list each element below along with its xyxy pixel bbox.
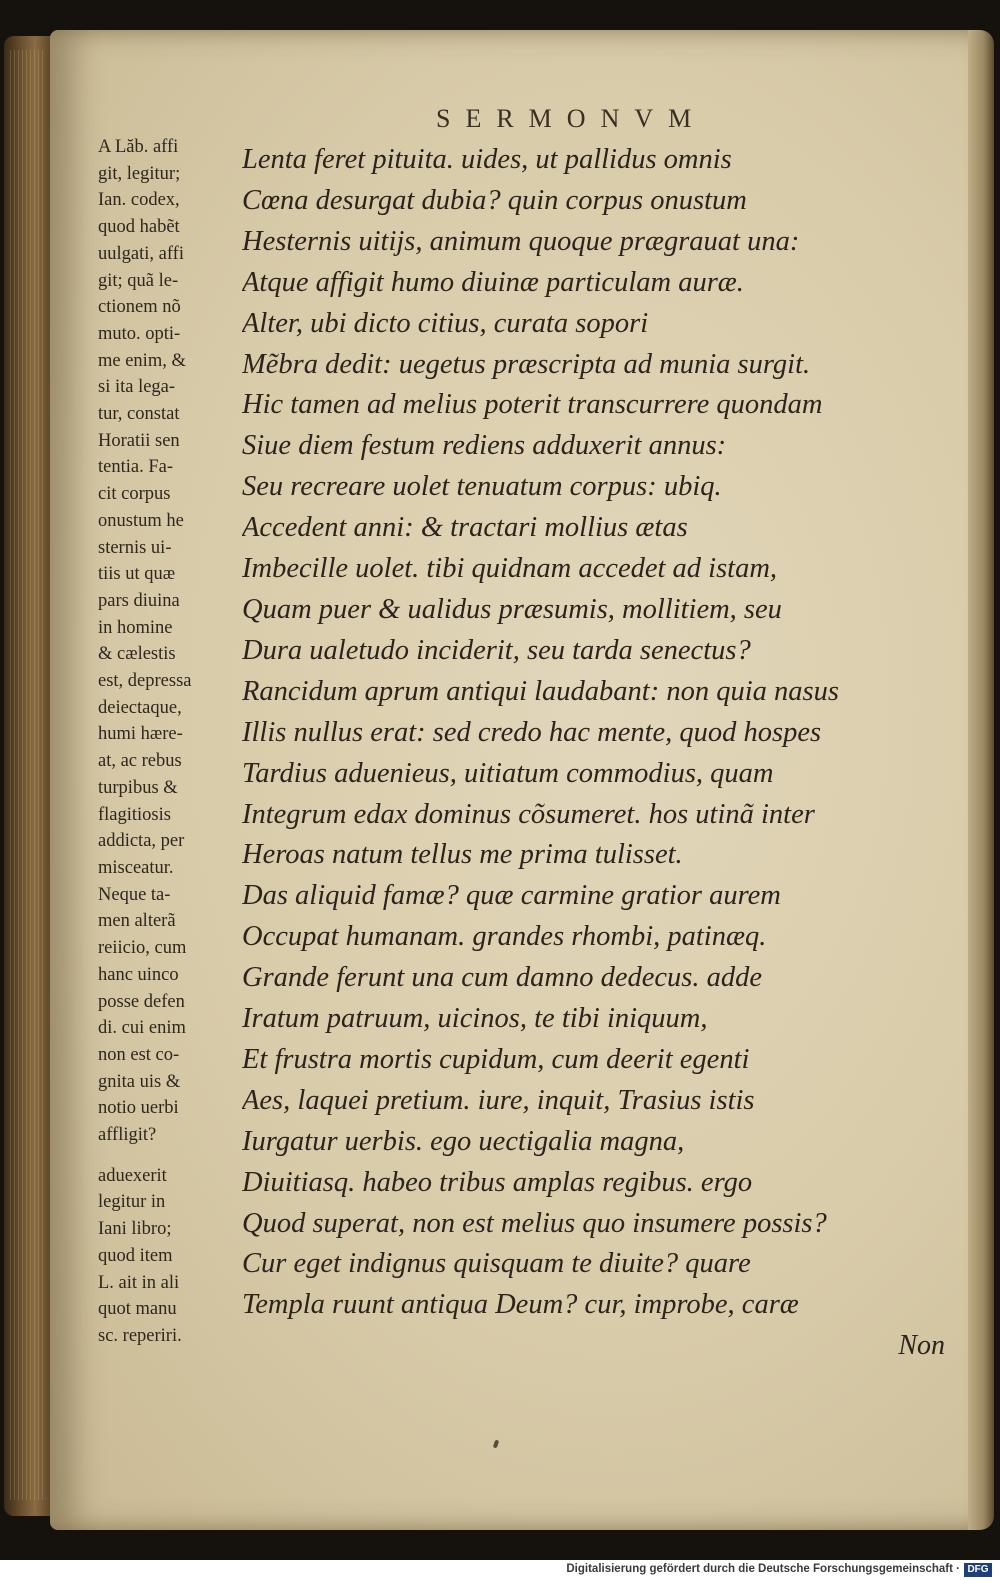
margin-notes xyxy=(98,134,233,1354)
margin-note-line: A Lăb. affi xyxy=(98,137,179,157)
margin-note-line: gnita uis & xyxy=(98,1071,181,1092)
margin-note-line: turpibus & xyxy=(98,777,178,798)
verse-line: Seu recreare uolet tenuatum corpus: ubiq. xyxy=(242,471,722,503)
margin-note-line: di. cui enim xyxy=(98,1018,186,1039)
verse-line: Das aliquid famæ? quæ carmine gratior aurem xyxy=(242,880,781,912)
margin-note-line: L. ait in ali xyxy=(98,1272,180,1293)
verse-line: Accedent anni: & tractari mollius ætas xyxy=(242,512,688,544)
margin-note-line: non est co- xyxy=(98,1044,180,1065)
margin-note-line: addicta, per xyxy=(98,831,185,852)
margin-note-line: Horatii sen xyxy=(98,430,180,451)
verse-line: Cur eget indignus quisquam te diuite? quare xyxy=(242,1248,751,1280)
verse-line: Iratum patruum, uicinos, te tibi iniquum, xyxy=(242,1003,708,1035)
verse-line: Illis nullus erat: sed credo hac mente, quod hospes xyxy=(242,716,822,748)
margin-note-line: Ian. codex, xyxy=(98,190,180,211)
verse-line: Lenta feret pituita. uides, ut pallidus omnis xyxy=(242,144,732,175)
verse-line: Dura ualetudo inciderit, seu tarda senectus? xyxy=(242,634,751,666)
margin-note-line: humi hære- xyxy=(98,724,183,745)
verse-line: Grande ferunt una cum damno dedecus. adde xyxy=(242,962,763,994)
margin-note-line: ctionem nõ xyxy=(98,297,181,318)
margin-note-line: reiicio, cum xyxy=(98,938,187,959)
margin-note-line: git; quã le- xyxy=(98,270,179,291)
verse-line: Occupat humanam. grandes rhombi, patinæq. xyxy=(242,921,767,953)
margin-note-line: quot manu xyxy=(98,1299,177,1320)
page-right-edge xyxy=(968,30,994,1530)
margin-note-line: muto. opti- xyxy=(98,323,181,344)
verse-line: Atque affigit humo diuinæ particulam auræ. xyxy=(242,266,744,298)
margin-note xyxy=(98,134,233,1149)
note-gap xyxy=(98,1149,233,1163)
verse-line: Hesternis uitijs, animum quoque prægrauat una: xyxy=(242,225,800,257)
verse-block xyxy=(242,140,957,1360)
margin-note-line: Neque ta- xyxy=(98,884,171,905)
margin-note-line: sternis ui- xyxy=(98,537,172,558)
verse-line: Mẽbra dedit: uegetus præscripta ad munia surgit. xyxy=(242,348,811,380)
margin-note-line: est, depressa xyxy=(98,671,192,692)
margin-note-line: quod habẽt xyxy=(98,217,180,238)
verse-line: Quod superat, non est melius quo insumere possis? xyxy=(242,1207,827,1239)
margin-note-line: onustum he xyxy=(98,510,184,531)
verse-line: Quam puer & ualidus præsumis, mollitiem, seu xyxy=(242,593,782,625)
margin-note-line: quod item xyxy=(98,1245,173,1266)
margin-note-line: notio uerbi xyxy=(98,1098,179,1119)
margin-note-line: in homine xyxy=(98,617,173,638)
margin-note-line: hanc uinco xyxy=(98,964,179,985)
dfg-logo: DFG xyxy=(964,1563,992,1577)
margin-note-line: git, legitur; xyxy=(98,163,181,184)
margin-note-line: men alterã xyxy=(98,911,176,932)
margin-note-line: Iani libro; xyxy=(98,1219,172,1240)
verse-line: Alter, ubi dicto citius, curata sopori xyxy=(242,307,649,339)
margin-note-line: flagitiosis xyxy=(98,804,171,825)
margin-note-line: si ita lega- xyxy=(98,377,176,398)
margin-note-line: sc. reperiri. xyxy=(98,1325,182,1346)
margin-note-line: posse defen xyxy=(98,991,185,1012)
margin-note-line: tiis ut quæ xyxy=(98,564,176,585)
margin-note-line: legitur in xyxy=(98,1192,166,1213)
verse-line: Tardius aduenieus, uitiatum commodius, quam xyxy=(242,757,774,789)
verse-line: Integrum edax dominus cõsumeret. hos utinã inter xyxy=(242,798,815,830)
verse-line: Heroas natum tellus me prima tulisset. xyxy=(242,839,683,871)
margin-note-line: at, ac rebus xyxy=(98,751,182,772)
margin-note-line: tentia. Fa- xyxy=(98,457,174,478)
catchword: Non xyxy=(898,1330,945,1361)
verse-line: Hic tamen ad melius poterit transcurrere quondam xyxy=(242,389,823,421)
margin-note-line: uulgati, affi xyxy=(98,243,184,264)
verse-line: Cœna desurgat dubia? quin corpus onustum xyxy=(242,184,747,216)
verse-line: Siue diem festum rediens adduxerit annus: xyxy=(242,430,727,462)
verse-line: Aes, laquei pretium. iure, inquit, Trasius istis xyxy=(242,1084,755,1116)
margin-note-line: misceatur. xyxy=(98,857,174,878)
margin-note-line: cit corpus xyxy=(98,484,171,505)
verse-line: Diuitiasq. habeo tribus amplas regibus. ergo xyxy=(242,1166,753,1198)
verse-line: Imbecille uolet. tibi quidnam accedet ad istam, xyxy=(242,553,778,585)
margin-note xyxy=(98,1163,233,1350)
verse-line: Rancidum aprum antiqui laudabant: non quia nasus xyxy=(242,675,839,707)
margin-note-line: pars diuina xyxy=(98,590,180,611)
margin-note-line: & cælestis xyxy=(98,644,176,665)
running-head: SERMONVM xyxy=(436,104,707,133)
verse-line: Templa ruunt antiqua Deum? cur, improbe, caræ xyxy=(242,1289,799,1321)
footer-credit: Digitalisierung gefördert durch die Deutsche Forschungsgemeinschaft · xyxy=(566,1563,960,1575)
digitization-footer xyxy=(0,1560,1000,1580)
margin-note-line: tur, constat xyxy=(98,404,180,425)
margin-note-line: me enim, & xyxy=(98,350,186,371)
margin-note-line: affligit? xyxy=(98,1125,157,1146)
verse-line: Iurgatur uerbis. ego uectigalia magna, xyxy=(242,1125,685,1157)
verse-line: Et frustra mortis cupidum, cum deerit egenti xyxy=(242,1043,750,1075)
margin-note-line: aduexerit xyxy=(98,1165,167,1186)
margin-note-line: deiectaque, xyxy=(98,697,182,718)
page-stack-lines xyxy=(10,50,44,1500)
